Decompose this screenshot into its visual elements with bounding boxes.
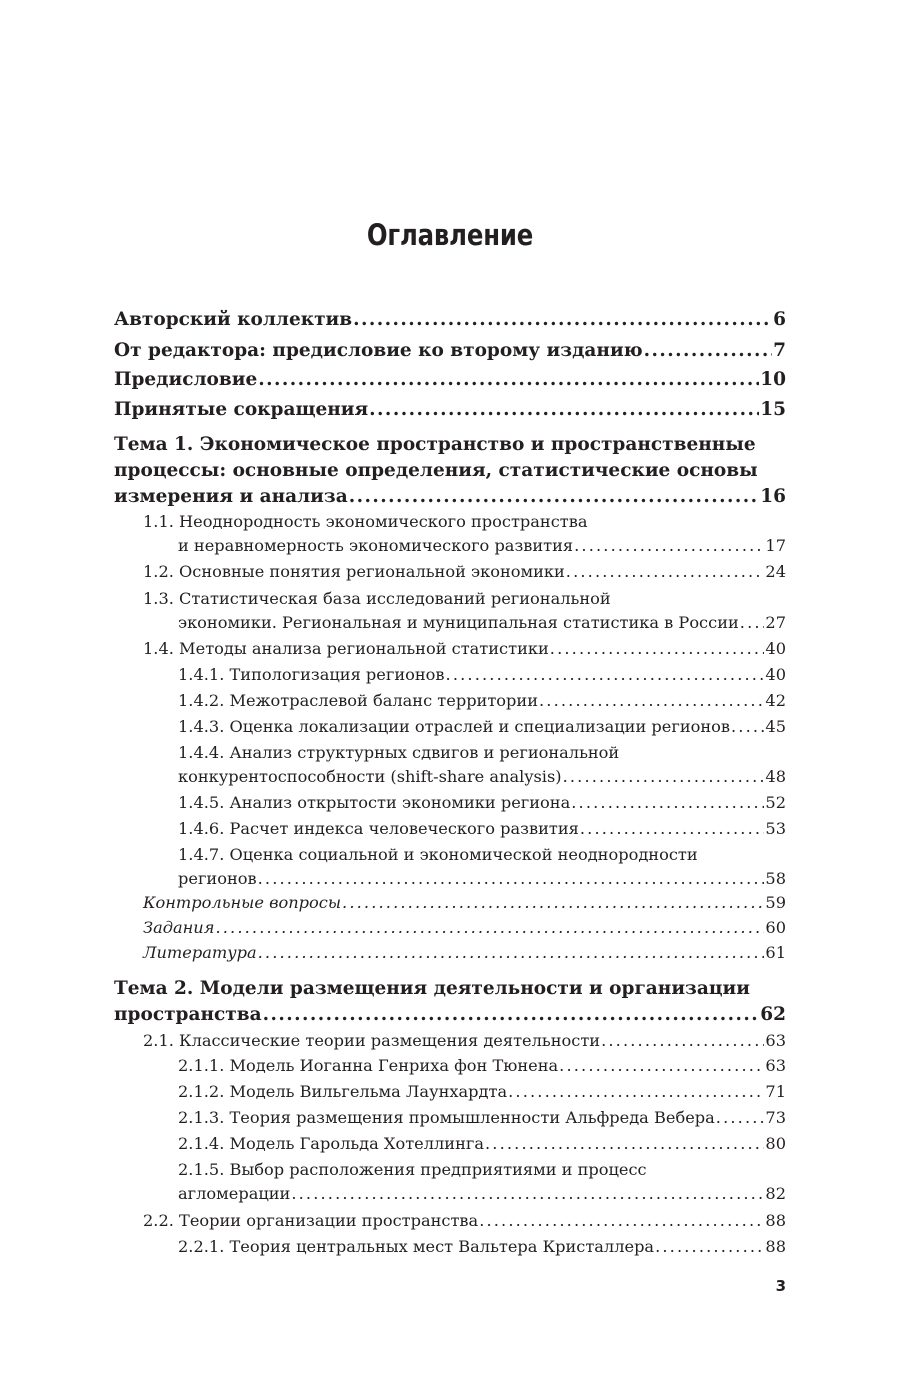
toc-entry-1-2[interactable] — [143, 560, 786, 584]
toc-page-number: 17 — [765, 536, 786, 555]
toc-entry-literature-1[interactable] — [143, 941, 786, 965]
toc-page-number: 63 — [765, 1056, 786, 1075]
toc-page-number: 40 — [765, 665, 786, 684]
toc-page-number: 88 — [765, 1211, 786, 1230]
toc-entry-title-line: 2.1.5. Выбор расположения предприятиями и процесс — [178, 1160, 647, 1179]
toc-entry-title: 2.1.3. Теория размещения промышленности Альфреда Вебера — [178, 1108, 715, 1127]
toc-entry-title: 2.1.4. Модель Гарольда Хотеллинга — [178, 1134, 485, 1153]
toc-entry-1-4-4[interactable] — [178, 741, 786, 789]
toc-entry-1-4-1[interactable] — [178, 663, 786, 687]
toc-entry-authors[interactable] — [114, 307, 786, 333]
toc-page-number: 82 — [765, 1184, 786, 1203]
toc-entry-2-2[interactable] — [143, 1209, 786, 1233]
toc-entry-title: 1.4.2. Межотраслевой баланс территории — [178, 691, 538, 710]
toc-entry-title: Литература — [143, 943, 257, 962]
toc-entry-title-line: 1.4.7. Оценка социальной и экономической неоднородности — [178, 845, 698, 864]
toc-entry-title: 2.1.1. Модель Иоганна Генриха фон Тюнена — [178, 1056, 559, 1075]
toc-entry-title: 2.2. Теории организации пространства — [143, 1211, 479, 1230]
toc-entry-title: Контрольные вопросы — [143, 893, 342, 912]
toc-entry-topic-2[interactable] — [114, 976, 786, 1028]
toc-page-number: 10 — [760, 369, 786, 390]
toc-entry-1-4-2[interactable] — [178, 689, 786, 713]
toc-entry-title-line: Тема 1. Экономическое пространство и пространственные — [114, 434, 756, 455]
toc-page-number: 61 — [765, 943, 786, 962]
toc-entry-title-line: Тема 2. Модели размещения деятельности и организации — [114, 978, 750, 999]
toc-page-number: 71 — [765, 1082, 786, 1101]
toc-entry-title: агломерации — [178, 1184, 291, 1203]
toc-page-number: 15 — [760, 399, 786, 420]
toc-entry-1-4-3[interactable] — [178, 715, 786, 739]
toc-entry-title-line: 1.3. Статистическая база исследований региональной — [143, 589, 611, 608]
toc-entry-2-1-3[interactable] — [178, 1106, 786, 1130]
toc-page-number: 62 — [760, 1004, 786, 1025]
toc-page-number: 6 — [773, 309, 786, 330]
toc-page-number: 88 — [765, 1237, 786, 1256]
toc-entry-2-1-5[interactable] — [178, 1158, 786, 1206]
toc-page-number: 27 — [765, 613, 786, 632]
toc-entry-1-4-6[interactable] — [178, 817, 786, 841]
toc-entry-title: Принятые сокращения — [114, 399, 369, 420]
toc-entry-title: 2.1. Классические теории размещения деятельности — [143, 1031, 601, 1050]
toc-entry-title: Предисловие — [114, 369, 258, 390]
toc-entry-title: От редактора: предисловие ко второму изданию — [114, 340, 643, 361]
toc-page-number: 60 — [765, 918, 786, 937]
toc-entry-title-line: 1.4.4. Анализ структурных сдвигов и региональной — [178, 743, 620, 762]
toc-page-number: 45 — [765, 717, 786, 736]
toc-entry-title: 2.1.2. Модель Вильгельма Лаунхардта — [178, 1082, 508, 1101]
toc-page-number: 48 — [765, 767, 786, 786]
toc-entry-title: Авторский коллектив — [114, 309, 353, 330]
toc-entry-title: 1.4.5. Анализ открытости экономики региона — [178, 793, 571, 812]
toc-entry-title: и неравномерность экономического развития — [178, 536, 574, 555]
toc-page-number: 58 — [765, 869, 786, 888]
toc-entry-1-4-7[interactable] — [178, 843, 786, 891]
toc-entry-title: Задания — [143, 918, 215, 937]
toc-entry-2-1[interactable] — [143, 1029, 786, 1053]
page-title: Оглавление — [366, 218, 534, 252]
toc-entry-topic-1[interactable] — [114, 432, 786, 510]
toc-page-number: 40 — [765, 639, 786, 658]
toc-entry-title: 1.4. Методы анализа региональной статистики — [143, 639, 549, 658]
toc-entry-1-3[interactable] — [143, 587, 786, 635]
toc-page-number: 80 — [765, 1134, 786, 1153]
toc-entry-2-1-2[interactable] — [178, 1080, 786, 1104]
toc-entry-editor-preface[interactable] — [114, 338, 786, 364]
toc-page-number: 24 — [765, 562, 786, 581]
toc-page-number: 53 — [765, 819, 786, 838]
toc-entry-2-1-1[interactable] — [178, 1054, 786, 1078]
toc-entry-1-4[interactable] — [143, 637, 786, 661]
toc-entry-title: 1.4.3. Оценка локализации отраслей и специализации регионов — [178, 717, 731, 736]
toc-entry-1-4-5[interactable] — [178, 791, 786, 815]
toc-entry-title-line: 1.1. Неоднородность экономического пространства — [143, 512, 588, 531]
toc-entry-preface[interactable] — [114, 367, 786, 393]
toc-entry-title: 1.4.1. Типологизация регионов — [178, 665, 445, 684]
toc-entry-questions-1[interactable] — [143, 891, 786, 915]
toc-page-number: 52 — [765, 793, 786, 812]
toc-entry-2-1-4[interactable] — [178, 1132, 786, 1156]
toc-entry-title: регионов — [178, 869, 257, 888]
toc-entry-title: измерения и анализа — [114, 486, 348, 507]
toc-entry-title: 1.4.6. Расчет индекса человеческого развития — [178, 819, 579, 838]
toc-entry-abbreviations[interactable] — [114, 397, 786, 423]
toc-entry-title: экономики. Региональная и муниципальная статистика в России — [178, 613, 739, 632]
toc-entry-title: 2.2.1. Теория центральных мест Вальтера Кристаллера — [178, 1237, 655, 1256]
toc-entry-2-2-1[interactable] — [178, 1235, 786, 1259]
toc-entry-title-line: процессы: основные определения, статистические основы — [114, 460, 758, 481]
page-number: 3 — [775, 1277, 786, 1295]
toc-page-number: 63 — [765, 1031, 786, 1050]
toc-page-number: 16 — [760, 486, 786, 507]
toc-entry-title: пространства — [114, 1004, 262, 1025]
toc-entry-1-1[interactable] — [143, 510, 786, 558]
toc-page-number: 42 — [765, 691, 786, 710]
toc-page-number: 59 — [765, 893, 786, 912]
toc-entry-title: конкурентоспособности (shift-share analysis) — [178, 767, 562, 786]
toc-page-number: 7 — [773, 340, 786, 361]
toc-page-number: 73 — [765, 1108, 786, 1127]
toc-entry-title: 1.2. Основные понятия региональной экономики — [143, 562, 565, 581]
toc-entry-tasks-1[interactable] — [143, 916, 786, 940]
